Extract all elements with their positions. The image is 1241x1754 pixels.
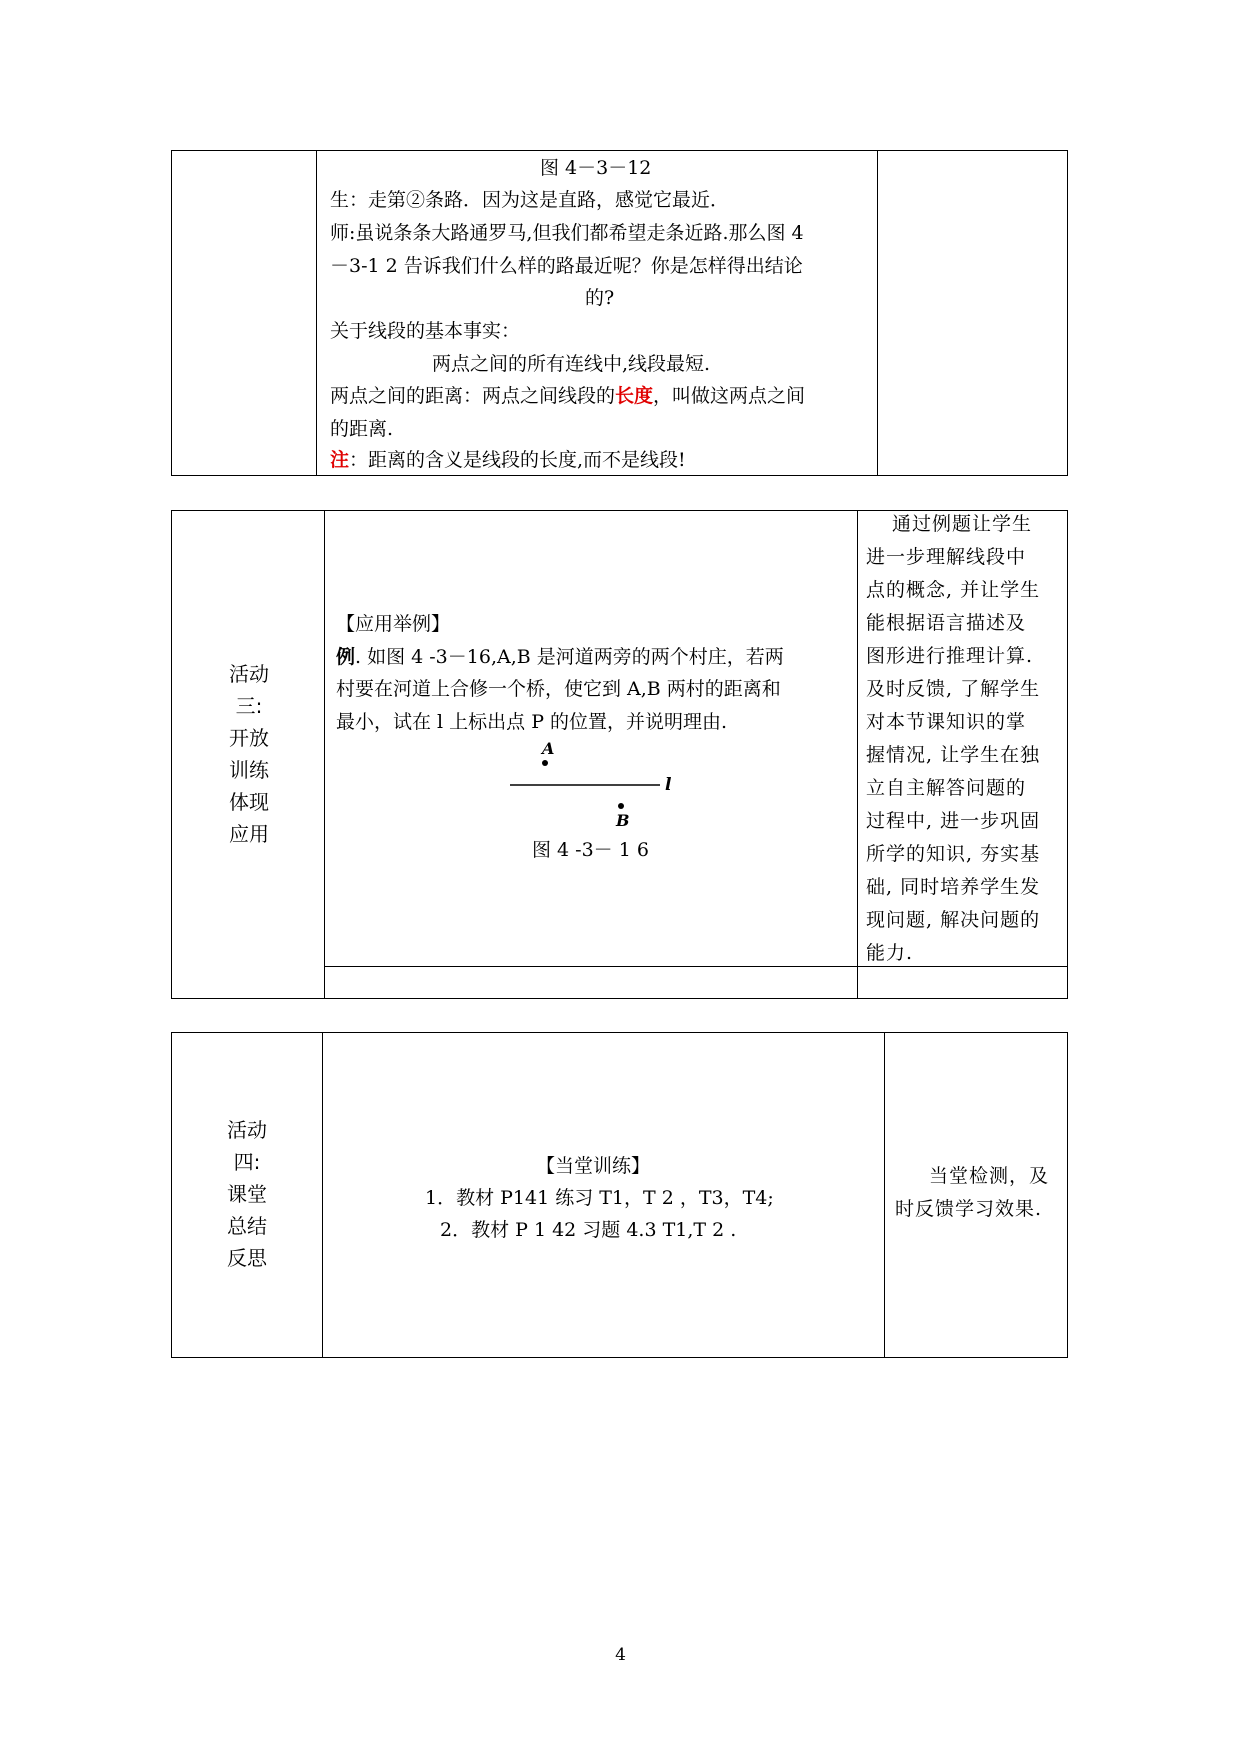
fact-statement: 两点之间的所有连线中,线段最短.: [432, 353, 711, 375]
activity-three-label: [205, 658, 293, 850]
note-line: 所学的知识, 夯实基: [866, 843, 1041, 865]
note-line: 现问题, 解决问题的: [866, 909, 1041, 931]
line-label: l: [665, 775, 672, 795]
label-line: 训练: [229, 758, 269, 782]
label-line: 三:: [235, 694, 263, 718]
river-figure: [500, 740, 700, 830]
note-line: 过程中, 进一步巩固: [866, 810, 1041, 832]
exercise-item-2: 2．教材 P 1 42 习题 4.3 T1,T 2 .: [440, 1219, 737, 1241]
example-text: . 如图 4 -3－16,A,B 是河道两旁的两个村庄，若两: [355, 646, 784, 668]
column-divider: [316, 151, 317, 475]
section-heading: 【当堂训练】: [536, 1155, 651, 1177]
student-answer: 生：走第②条路．因为这是直路，感觉它最近．: [330, 189, 730, 211]
page-number: 4: [615, 1645, 626, 1665]
activity-four-note: [895, 1160, 1060, 1226]
column-divider: [884, 1033, 885, 1357]
distance-definition-post: ，叫做这两点之间: [653, 385, 806, 407]
column-divider: [322, 1033, 323, 1357]
distance-definition-line2: 的距离.: [330, 418, 394, 440]
section-heading: 【应用举例】: [336, 613, 451, 635]
label-line: 开放: [229, 726, 269, 750]
note-label: 注: [330, 449, 350, 471]
label-line: 总结: [227, 1214, 267, 1238]
point-b-label: B: [616, 811, 630, 830]
example-line1: [336, 641, 784, 673]
note-line: 通过例题让学生: [892, 513, 1033, 535]
activity-four-label: [203, 1114, 291, 1274]
note-line: 础, 同时培养学生发: [866, 876, 1041, 898]
label-line: 应用: [229, 822, 269, 846]
note-line: 进一步理解线段中: [866, 546, 1027, 568]
label-line: 活动: [227, 1118, 267, 1142]
column-divider: [857, 511, 858, 998]
point-b: [618, 803, 624, 809]
note-line: 当堂检测，及: [929, 1165, 1050, 1187]
note-line: 能根据语言描述及: [866, 612, 1027, 634]
example-line3: 最小，试在 l 上标出点 P 的位置，并说明理由.: [336, 711, 728, 733]
label-line: 反思: [227, 1246, 267, 1270]
distance-definition-pre: 两点之间的距离：两点之间线段的: [330, 385, 616, 407]
note-line: 图形进行推理计算.: [866, 645, 1034, 667]
note-text: ：距离的含义是线段的长度,而不是线段!: [349, 449, 686, 471]
figure-caption: 图 4－3－12: [540, 157, 652, 179]
label-line: 四:: [233, 1150, 261, 1174]
example-line2: 村要在河道上合修一个桥，使它到 A,B 两村的距离和: [336, 678, 781, 700]
example-label: 例: [336, 646, 356, 668]
column-divider: [324, 511, 325, 998]
note-line: 时反馈学习效果.: [895, 1198, 1043, 1220]
teacher-question-line3: 的?: [585, 287, 615, 309]
point-a-label: A: [542, 740, 555, 758]
column-divider: [877, 151, 878, 475]
teacher-question-line1: 师:虽说条条大路通罗马,但我们都希望走条近路.那么图 4: [330, 222, 804, 244]
note-line: 立自主解答问题的: [866, 777, 1027, 799]
label-line: 课堂: [227, 1182, 267, 1206]
fact-heading: 关于线段的基本事实：: [330, 320, 521, 342]
note-line: 及时反馈, 了解学生: [866, 678, 1041, 700]
note-line: 点的概念, 并让学生: [866, 579, 1041, 601]
teacher-question-line2: －3-1 2 告诉我们什么样的路最近呢？你是怎样得出结论: [330, 255, 803, 277]
distance-definition: [330, 380, 805, 412]
label-line: 活动: [229, 662, 269, 686]
figure-caption: 图 4 -3－ 1 6: [532, 839, 649, 861]
label-line: 体现: [229, 790, 269, 814]
note-line: 对本节课知识的掌: [866, 711, 1027, 733]
exercise-item-1: 1．教材 P141 练习 T1，T 2 ，T3，T4;: [425, 1187, 774, 1209]
activity-three-note: [866, 508, 1056, 970]
note-line: 能力.: [866, 942, 914, 964]
point-a: [542, 760, 548, 766]
distance-definition-highlight: 长度: [615, 385, 654, 407]
note-line: 握情况, 让学生在独: [866, 744, 1041, 766]
note: [330, 444, 686, 476]
